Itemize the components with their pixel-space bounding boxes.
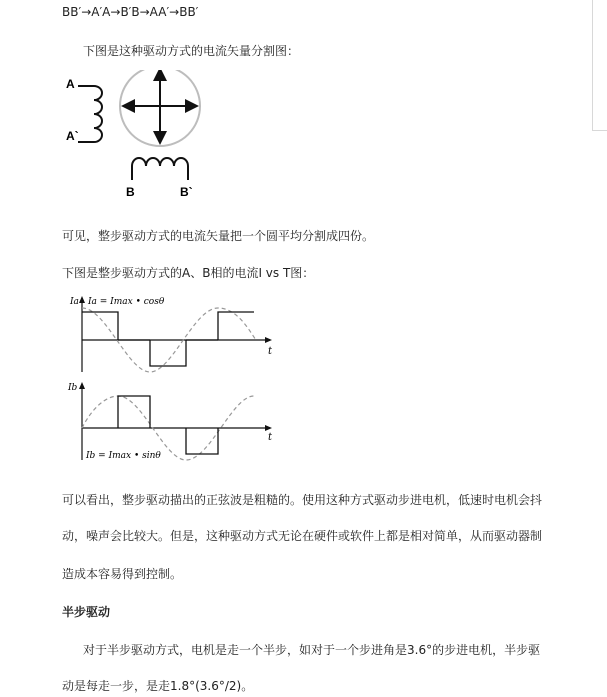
ia-formula: Ia = Imax • cosθ xyxy=(88,297,165,307)
sequence-line: BB′→A′A→B′B→AA′→BB′ xyxy=(62,5,199,19)
vector-figure-intro: 下图是这种驱动方式的电流矢量分割图： xyxy=(83,44,300,58)
ia-step-wave xyxy=(82,312,254,366)
coil-a xyxy=(78,86,102,142)
para1-line2: 动，噪声会比较大。但是，这种驱动方式无论在硬件或软件上都是相对简单，从而驱动器制 xyxy=(62,529,543,543)
ib-formula: Ib = Imax • sinθ xyxy=(86,451,161,461)
para1-line1: 可以看出，整步驱动描出的正弦波是粗糙的。使用这种方式驱动步进电机，低速时电机会抖 xyxy=(62,493,543,507)
vector-conclusion: 可见，整步驱动方式的电流矢量把一个圆平均分割成四份。 xyxy=(62,229,375,243)
iv-figure-intro: 下图是整步驱动方式的A、B相的电流I vs T图： xyxy=(62,266,315,280)
ib-t-label: t xyxy=(268,432,273,443)
ia-label: Ia xyxy=(70,297,79,307)
current-vector-diagram xyxy=(62,70,222,200)
label-b-prime: B` xyxy=(180,185,193,199)
label-b: B xyxy=(126,185,135,199)
ib-label: Ib xyxy=(68,383,78,393)
half-step-line1: 对于半步驱动方式，电机是走一个半步，如对于一个步进角是3.6°的步进电机，半步驱 xyxy=(83,643,541,657)
para1-line3: 造成本容易得到控制。 xyxy=(62,567,183,581)
half-step-heading: 半步驱动 xyxy=(62,605,111,619)
current-vs-time-chart xyxy=(62,292,287,464)
label-a-prime: A` xyxy=(66,129,79,143)
coil-b xyxy=(132,158,188,180)
ib-step-wave xyxy=(118,396,218,454)
label-a: A xyxy=(66,77,75,91)
scrollbar-track[interactable] xyxy=(592,0,607,131)
ia-t-label: t xyxy=(268,346,273,357)
half-step-line2: 动是每走一步，是走1.8°(3.6°/2)。 xyxy=(62,679,254,693)
